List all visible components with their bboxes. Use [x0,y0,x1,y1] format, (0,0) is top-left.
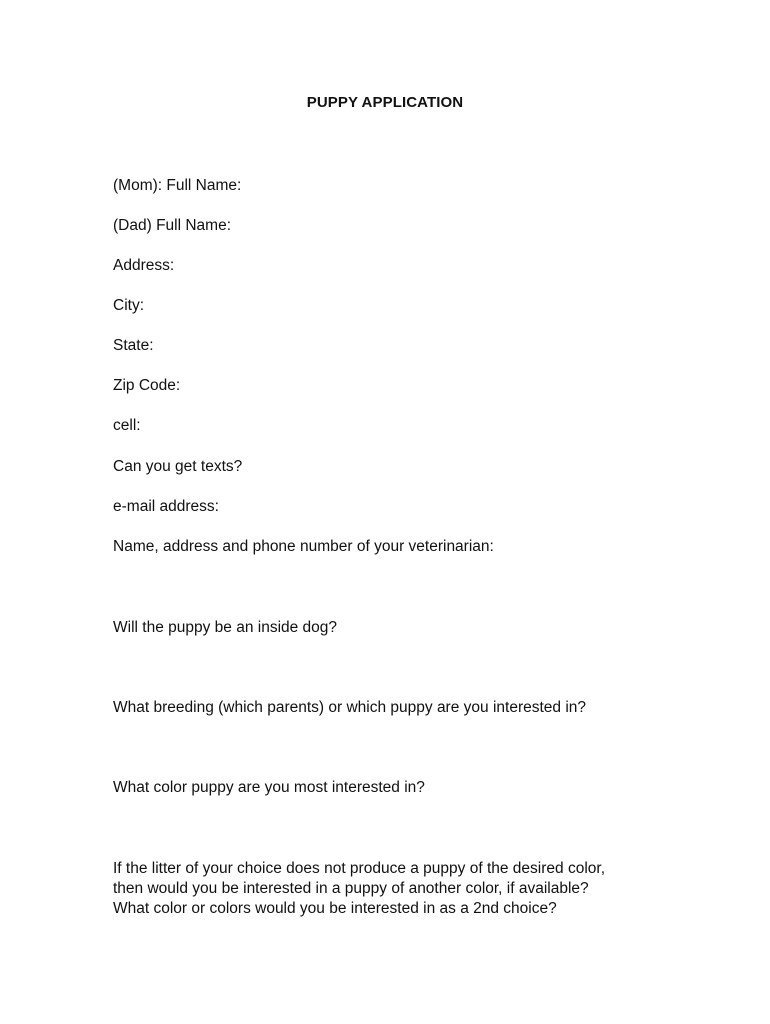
zip-code-label: Zip Code: [113,377,181,394]
second-choice-line: What color or colors would you be interested in as a 2nd choice? [113,900,557,917]
texts-question-label: Can you get texts? [113,458,243,475]
mom-full-name-label: (Mom): Full Name: [113,177,242,194]
cell-label: cell: [113,417,141,434]
dad-full-name-label: (Dad) Full Name: [113,217,231,234]
second-choice-line: If the litter of your choice does not produce a puppy of the desired color, [113,860,605,877]
page-title: PUPPY APPLICATION [306,94,464,111]
second-choice-line: then would you be interested in a puppy of another color, if available? [113,880,589,897]
second-choice-question [113,859,605,919]
city-label: City: [113,297,144,314]
email-address-label: e-mail address: [113,498,219,515]
state-label: State: [113,337,154,354]
breeding-interest-question: What breeding (which parents) or which puppy are you interested in? [113,699,587,716]
veterinarian-label: Name, address and phone number of your veterinarian: [113,538,494,555]
address-label: Address: [113,257,175,274]
color-interest-question: What color puppy are you most interested in? [113,779,425,796]
inside-dog-question: Will the puppy be an inside dog? [113,619,338,636]
